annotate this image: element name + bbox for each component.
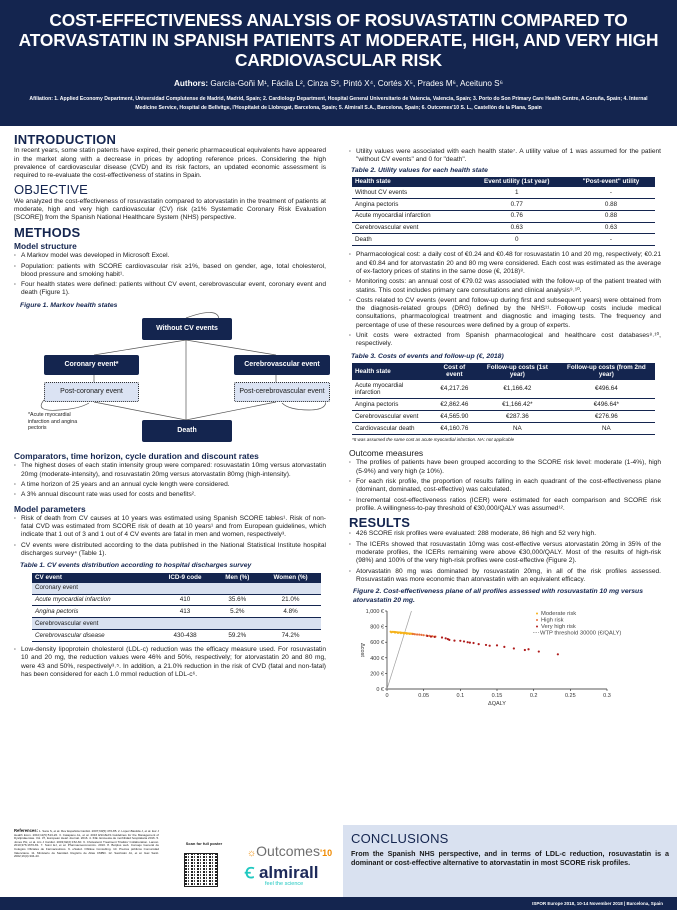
arrow-without-cerebro <box>186 340 276 355</box>
references-label: References: <box>14 828 38 833</box>
comparators-list <box>14 462 326 499</box>
legend-label: High risk <box>541 617 564 624</box>
table-cell: - <box>567 187 655 198</box>
data-point-very-high-risk <box>467 641 469 643</box>
table-cell: 0 <box>467 234 567 246</box>
y-axis-label: Δcost <box>359 642 365 657</box>
table3-note: *It was assumed the same cost as acute myocardial infarction. NA: not applicable <box>352 436 515 442</box>
data-point-high-risk <box>412 633 414 635</box>
table-row <box>352 399 655 411</box>
table-cell: €4,565.90 <box>432 410 477 422</box>
outcome-list <box>349 459 661 513</box>
table-header: Follow-up costs (1st year) <box>477 363 558 380</box>
objective-text: We analyzed the cost-effectiveness of rosuvastatin compared to atorvastatin in the treatment of patients at moderate, high and very high cardiovascular (CV) risk (≥1% Systematic Coronary Risk Evaluation [SCORE]) from the Spanish National Healthcare System (NHS) perspective. <box>14 197 326 222</box>
table-cell: Angina pectoris <box>352 198 467 210</box>
affiliations: Afiliation: 1. Applied Economy Department, Universidad Complutense de Madrid, Madrid, Spain; 2. Cardiology Department, Hospital General Universitario de Valencia, Valencia, Spain; 3. Porto do Son Primary Care Health Centre, A Coruña, Spain; 4. Internal Medicine Service, Hospital de Bellvitge, l'Hospitalet de Llobregat, Barcelona, Spain; 5. Almirall S.A., Barcelona, Spain; 6. Outcomes'10 S. L., Castellón de la Plana, Spain <box>29 96 648 111</box>
utility-list <box>349 148 661 165</box>
table-row <box>352 234 655 246</box>
data-point-high-risk <box>423 634 425 636</box>
ldl-list <box>14 646 326 679</box>
y-tick-label: 600 € <box>370 640 384 647</box>
authors-label: Authors: <box>174 79 209 88</box>
table-cell: Acute myocardial infarction <box>352 380 432 399</box>
table1-wrapper <box>14 573 326 642</box>
figure1-caption: Figure 1. Markov health states <box>20 301 118 309</box>
table-cell: 0.76 <box>467 210 567 222</box>
table-cell: Acute myocardial infarction <box>32 594 156 606</box>
data-point-moderate-risk <box>403 632 405 634</box>
table-cell: €287.36 <box>477 410 558 422</box>
model-parameters-heading: Model parameters <box>14 503 86 514</box>
data-point-very-high-risk <box>448 639 450 641</box>
data-point-moderate-risk <box>409 633 411 635</box>
table-cell: NA <box>477 422 558 434</box>
authors <box>0 79 677 88</box>
list-item: · Four health states were defined: patients without CV event, cerebrovascular event, coronary event and death (Figure 1). <box>14 281 326 298</box>
outcomes10-logo <box>247 843 332 859</box>
introduction-text: In recent years, some statin patents have expired, their generic pharmaceutical equivalents have appeared in the market along with a decrease in prices by adopting reference prices. Considering the high prevalence of cardiovascular disease (CVD) and its risk factors, an updated economic assessment is required to re-evaluate the cost-effectiveness of statins in Spain. <box>14 147 326 180</box>
legend-marker <box>536 612 538 614</box>
table-header: Health state <box>352 363 432 380</box>
data-point-very-high-risk <box>434 636 436 638</box>
table-cell: 1 <box>467 187 567 198</box>
table-cell: Angina pectoris <box>352 399 432 411</box>
table3 <box>352 363 655 435</box>
table-header: ICD-9 code <box>156 573 215 583</box>
diagram-footnote: *Acute myocardial infarction and angina pectoris <box>28 412 78 432</box>
data-point-very-high-risk <box>524 649 526 651</box>
table-cell: Angina pectoris <box>32 606 156 618</box>
data-point-very-high-risk <box>459 640 461 642</box>
table-row <box>352 410 655 422</box>
table-header: Health state <box>352 177 467 187</box>
table-cell: 430-438 <box>156 630 215 642</box>
node-death: Death <box>142 420 232 442</box>
data-point-very-high-risk <box>426 635 428 637</box>
data-point-very-high-risk <box>538 650 540 652</box>
markov-diagram <box>14 312 326 447</box>
table-cell: Death <box>352 234 467 246</box>
x-tick-label: 0.3 <box>603 692 611 699</box>
table-cell: 35.6% <box>214 594 260 606</box>
x-tick-label: 0.25 <box>564 692 576 699</box>
arrow-postcoronary-death <box>94 402 186 420</box>
table-cell: Cerebrovascular disease <box>32 630 156 642</box>
list-item: · The ICERs showed that rosuvastatin 10mg was cost-effective versus atorvastatin 20mg in 35% of the moderate profiles, the ICERs remaining were above €30,000/QALY. Most of the results of high-risk (98%) and 100% of the very high-risk profiles were cost-effective (Figure 2). <box>349 541 661 566</box>
list-item: · Pharmacological cost: a daily cost of €0.24 and €0.48 for rosuvastatin 10 and 20 mg, respectively; €0.21 and €0.84 and for atorvastatin 20 and 80 mg were considered. Each cost was estimated as the average of ex-factory prices of statins in the same dose (€, 2018)⁸. <box>349 251 661 276</box>
table3-body <box>352 380 655 434</box>
list-item: · Low-density lipoprotein cholesterol (LDL-c) reduction was the efficacy measure used. For rosuvastatin 10 and 20 mg, the reduction values were 46% and 50%, respectively; for atorvastatin 20 and 80 mg, were 43 and 50%, respectively³˒⁵. In addition, a 21.0% reduction in the risk of CVD (fatal and non-fatal) has been considered for each 1.0 mmol reduction of LDL-c⁶. <box>14 646 326 679</box>
group-label: Cerebrovascular event <box>32 618 321 630</box>
node-coronary-event: Coronary event* <box>44 355 139 375</box>
arrow-without-coronary <box>94 340 186 355</box>
table-cell: €496.64 <box>558 380 655 399</box>
data-point-high-risk <box>414 633 416 635</box>
node-post-coronary: Post-coronary event <box>44 382 139 402</box>
table-row <box>352 210 655 222</box>
conclusions-box <box>343 825 677 897</box>
data-point-very-high-risk <box>503 646 505 648</box>
y-tick-label: 200 € <box>370 671 384 678</box>
comparators-heading: Comparators, time horizon, cycle duration and discount rates <box>14 451 259 462</box>
data-point-moderate-risk <box>406 632 408 634</box>
list-item: · For each risk profile, the proportion of results falling in each quadrant of the cost-effectiveness plane (dominant, dominated, cost-effective) was calculated. <box>349 478 661 495</box>
arrow-postcerebro-death <box>186 402 276 420</box>
table-cell: 21.0% <box>260 594 321 606</box>
x-tick-label: 0.05 <box>418 692 430 699</box>
list-item: · Monitoring costs: an annual cost of €79.02 was associated with the follow-up of the patient treated with statins. This cost includes primary care consultations and clinical analysis⁹˒¹⁰. <box>349 278 661 295</box>
data-point-very-high-risk <box>478 643 480 645</box>
node-cerebrovascular-event: Cerebrovascular event <box>234 355 330 375</box>
y-tick-label: 1,000 € <box>365 608 384 615</box>
objective-heading: OBJECTIVE <box>14 182 89 198</box>
table-cell: €1,166.42* <box>477 399 558 411</box>
table-cell: 0.63 <box>567 222 655 234</box>
table-row <box>32 594 321 606</box>
legend-label: WTP threshold 30000 (€/QALY) <box>540 630 622 637</box>
table-row <box>32 630 321 642</box>
table-cell: Cardiovascular death <box>352 422 432 434</box>
table1-header-row <box>32 573 321 583</box>
table2-wrapper <box>349 177 661 246</box>
conference-info: ISPOR Europe 2018, 10-14 November 2018 | Barcelona, Spain <box>532 901 663 906</box>
x-tick-label: 0 <box>385 692 389 699</box>
table-header: Cost of event <box>432 363 477 380</box>
model-structure-heading: Model structure <box>14 240 77 251</box>
table-cell: NA <box>558 422 655 434</box>
right-column <box>349 148 661 707</box>
table-row <box>352 422 655 434</box>
table-cell: Cerebrovascular event <box>352 410 432 422</box>
qr-label: Scan for full poster <box>185 841 223 846</box>
x-tick-label: 0.15 <box>491 692 503 699</box>
x-tick-label: 0.2 <box>529 692 538 699</box>
x-axis-label: ΔQALY <box>488 700 506 707</box>
table-header: Event utility (1st year) <box>467 177 567 187</box>
table2-caption: Table 2. Utility values for each health state <box>351 166 488 174</box>
data-point-very-high-risk <box>430 635 432 637</box>
data-point-very-high-risk <box>485 644 487 646</box>
ce-plane-chart <box>349 607 661 707</box>
list-item: · Costs related to CV events (event and follow-up during first and subsequent years) were obtained from the diagnosis-related groups (DRG) defined by the NHS¹¹. Follow-up costs include medical consultations, pharmacological treatment and diagnostic and imaging tests. The frequency and percentage of use of these resources were defined by a group of experts. <box>349 297 661 330</box>
conclusions-heading: CONCLUSIONS <box>351 831 449 846</box>
data-point-moderate-risk <box>394 631 396 633</box>
data-point-high-risk <box>416 633 418 635</box>
list-item: · Population: patients with SCORE cardiovascular risk ≥1%, based on gender, age, total cholesterol, blood pressure and smoking habit¹. <box>14 263 326 280</box>
table-cell: Without CV events <box>352 187 467 198</box>
table1-caption: Table 1. CV events distribution according to hospital discharges survey <box>20 562 252 570</box>
table-row <box>352 198 655 210</box>
data-point-very-high-risk <box>445 637 447 639</box>
data-point-high-risk <box>418 633 420 635</box>
table-cell: 74.2% <box>260 630 321 642</box>
y-tick-label: 800 € <box>370 624 384 631</box>
table2-body <box>352 187 655 246</box>
y-tick-label: 0 € <box>376 686 384 693</box>
logo-tagline: feel the science <box>265 881 304 887</box>
list-item: · Risk of death from CV causes at 10 years was estimated using Spanish SCORE tables¹. Risk of non-fatal CVD was estimated from SCORE risk of death at 10 years¹ and from European guidelines, which indicate that 1 out of 3 and 1 out of 4 CV events are fatal in men and women, respectively³. <box>14 515 326 540</box>
logo-text: almirall <box>258 863 319 882</box>
table-cell: 59.2% <box>214 630 260 642</box>
data-point-moderate-risk <box>397 632 399 634</box>
list-item: · 426 SCORE risk profiles were evaluated: 288 moderate, 86 high and 52 very high. <box>349 530 661 538</box>
list-item: · A time horizon of 25 years and an annual cycle length were considered. <box>14 481 326 489</box>
list-item: · Utility values were associated with each health state⁷. A utility value of 1 was assumed for the patient "without CV events" and 0 for "death". <box>349 148 661 165</box>
table-cell: €496.64* <box>558 399 655 411</box>
authors-list: García-Goñi M¹, Fácila L², Cinza S³, Pintó X⁴, Cortés X⁵, Prades M⁶, Aceituno S⁶ <box>210 79 503 88</box>
table3-caption: Table 3. Costs of events and follow-up (€, 2018) <box>351 352 504 360</box>
table-row <box>352 380 655 399</box>
table-cell: Acute myocardial infarction <box>352 210 467 222</box>
data-point-very-high-risk <box>557 653 559 655</box>
qr-code[interactable] <box>184 853 218 887</box>
results-list <box>349 530 661 584</box>
data-point-very-high-risk <box>489 644 491 646</box>
data-point-moderate-risk <box>390 631 392 633</box>
results-heading: RESULTS <box>349 515 411 531</box>
table3-header-row <box>352 363 655 380</box>
node-post-cerebrovascular: Post-cerebrovascular event <box>234 382 330 402</box>
table-cell: 0.63 <box>467 222 567 234</box>
data-point-high-risk <box>420 634 422 636</box>
outcome-measures-heading: Outcome measures <box>349 448 424 459</box>
table-cell: 413 <box>156 606 215 618</box>
table-cell: - <box>567 234 655 246</box>
legend-label: Moderate risk <box>541 610 577 617</box>
data-point-very-high-risk <box>463 640 465 642</box>
data-point-very-high-risk <box>527 648 529 650</box>
list-item: · The highest doses of each statin intensity group were compared: rosuvastatin 10mg versus atorvastatin 20mg (moderate-intensity), and rosuvastatin 20mg versus atorvastatin 80mg (high-intensity). <box>14 462 326 479</box>
legend-marker <box>536 625 538 627</box>
table-cell: 0.77 <box>467 198 567 210</box>
table2-header-row <box>352 177 655 187</box>
list-item: · Atorvastatin 80 mg was dominated by rosuvastatin 20mg, in all of the risk profiles assessed. Rosuvastatin was more economic than atorvastatin with an equivalent efficacy. <box>349 568 661 585</box>
list-item: · A Markov model was developed in Microsoft Excel. <box>14 252 326 260</box>
data-point-very-high-risk <box>513 647 515 649</box>
y-tick-label: 400 € <box>370 655 384 662</box>
wtp-threshold-line <box>387 611 411 689</box>
list-item: · The profiles of patients have been grouped according to the SCORE risk level: moderate (1-4%), high (5-9%) and very high (≥ 10%). <box>349 459 661 476</box>
data-point-very-high-risk <box>469 641 471 643</box>
list-item: · Incremental cost-effectiveness ratios (ICER) were estimated for each comparison and SCORE risk profile. A willingness-to-pay threshold of €30,000/QALY was assumed¹². <box>349 497 661 514</box>
references <box>14 829 159 859</box>
table-group-row <box>32 618 321 630</box>
table-header: Men (%) <box>214 573 260 583</box>
footer-bar <box>0 897 677 910</box>
table-cell: 0.88 <box>567 210 655 222</box>
conclusions-text: From the Spanish NHS perspective, and in terms of LDL-c reduction, rosuvastatin is a dominant or cost-effective alternative to atorvastatin in most SCORE risk profiles. <box>351 849 669 868</box>
table2 <box>352 177 655 246</box>
table-cell: 0.88 <box>567 198 655 210</box>
table-row <box>352 187 655 198</box>
left-column <box>14 130 326 681</box>
table-cell: 410 <box>156 594 215 606</box>
table-cell: €4,160.76 <box>432 422 477 434</box>
table-cell: Cerebrovascular event <box>352 222 467 234</box>
almirall-mark-icon: Ꞓ <box>245 865 255 882</box>
data-point-very-high-risk <box>472 642 474 644</box>
introduction-heading: INTRODUCTION <box>14 132 117 147</box>
model-parameters-list <box>14 515 326 558</box>
figure2-caption: Figure 2. Cost-effectiveness plane of all profiles assessed with rosuvastatin 10 mg versus atorvastatin 20 mg. <box>353 588 643 604</box>
table-cell: 4.8% <box>260 606 321 618</box>
table-row <box>32 606 321 618</box>
poster-title: COST-EFFECTIVENESS ANALYSIS OF ROSUVASTATIN COMPARED TO ATORVASTATIN IN SPANISH PATIENTS AT MODERATE, HIGH, AND VERY HIGH CARDIOVASCULAR RISK <box>18 10 659 70</box>
group-label: Coronary event <box>32 583 321 594</box>
table-cell: 5.2% <box>214 606 260 618</box>
table-cell: €2,862.46 <box>432 399 477 411</box>
table-cell: €1,166.42 <box>477 380 558 399</box>
list-item: · CV events were distributed according to the data published in the National Statistical Institute hospital discharges survey⁴ (Table 1). <box>14 542 326 559</box>
table-row <box>352 222 655 234</box>
table3-wrapper <box>349 363 661 444</box>
data-point-moderate-risk <box>400 632 402 634</box>
poster-header <box>0 0 677 126</box>
table-cell: €4,217.26 <box>432 380 477 399</box>
table-header: Women (%) <box>260 573 321 583</box>
methods-heading: METHODS <box>14 224 81 240</box>
table-header: CV event <box>32 573 156 583</box>
ce-plane-svg <box>349 607 661 707</box>
almirall-logo <box>245 863 319 887</box>
x-tick-label: 0.1 <box>456 692 465 699</box>
lightbulb-icon: ☼ <box>247 848 257 859</box>
logo-text: Outcomes <box>256 843 320 859</box>
list-item: · A 3% annual discount rate was used for costs and benefits². <box>14 491 326 499</box>
list-item: · Unit costs were extracted from Spanish pharmacological and healthcare cost databases⁸˒¹⁰, respectively. <box>349 332 661 349</box>
data-point-very-high-risk <box>496 644 498 646</box>
table1 <box>32 573 321 642</box>
table-header: "Post-event" utility <box>567 177 655 187</box>
legend-marker <box>536 619 538 621</box>
cost-list <box>349 251 661 348</box>
logo-suffix: '10 <box>319 848 333 858</box>
table-cell: €276.96 <box>558 410 655 422</box>
model-structure-list <box>14 252 326 297</box>
data-point-very-high-risk <box>453 639 455 641</box>
data-point-very-high-risk <box>441 636 443 638</box>
node-without-cv-events: Without CV events <box>142 318 232 340</box>
table-header: Follow-up costs (from 2nd year) <box>558 363 655 380</box>
references-text: 1. Sans S, et al. Rev Española Cardiol. 2007;60(5):476-85. 2. López-Bastida J, et al. Eur J Health Econ. 2010;11(5):513-20. 3. Catapano AL, et al. 2016 ESC/EAS Guidelines for the Management of Dyslipidaemias. Vol. 37, European Heart Journal. 2016. 4. INE. Encuesta de morbilidad hospitalaria 2016. 5. Jones PH, et al. Am J Cardiol. 2003;92(2):152-60. 6. Cholesterol Treatment Trialists' Collaboration. Lancet. 2010;376:1670-81. 7. Soini EJ, et al. Pharmacoeconomics. 2010. 8. Botplus web. Consejo General de Colegios Oficiales de Farmacéuticos. 9. eSalud. Oblikue Consulting. 10. Precios públicos Comunidad Valenciana. 11. Ministerio de Sanidad. Registro de Altas CMBD. 12. Sacristán JA, et al. Gac Sanit. 2002;16(4):334-43. <box>14 829 159 859</box>
legend-label: Very high risk <box>541 623 576 630</box>
table-group-row <box>32 583 321 594</box>
